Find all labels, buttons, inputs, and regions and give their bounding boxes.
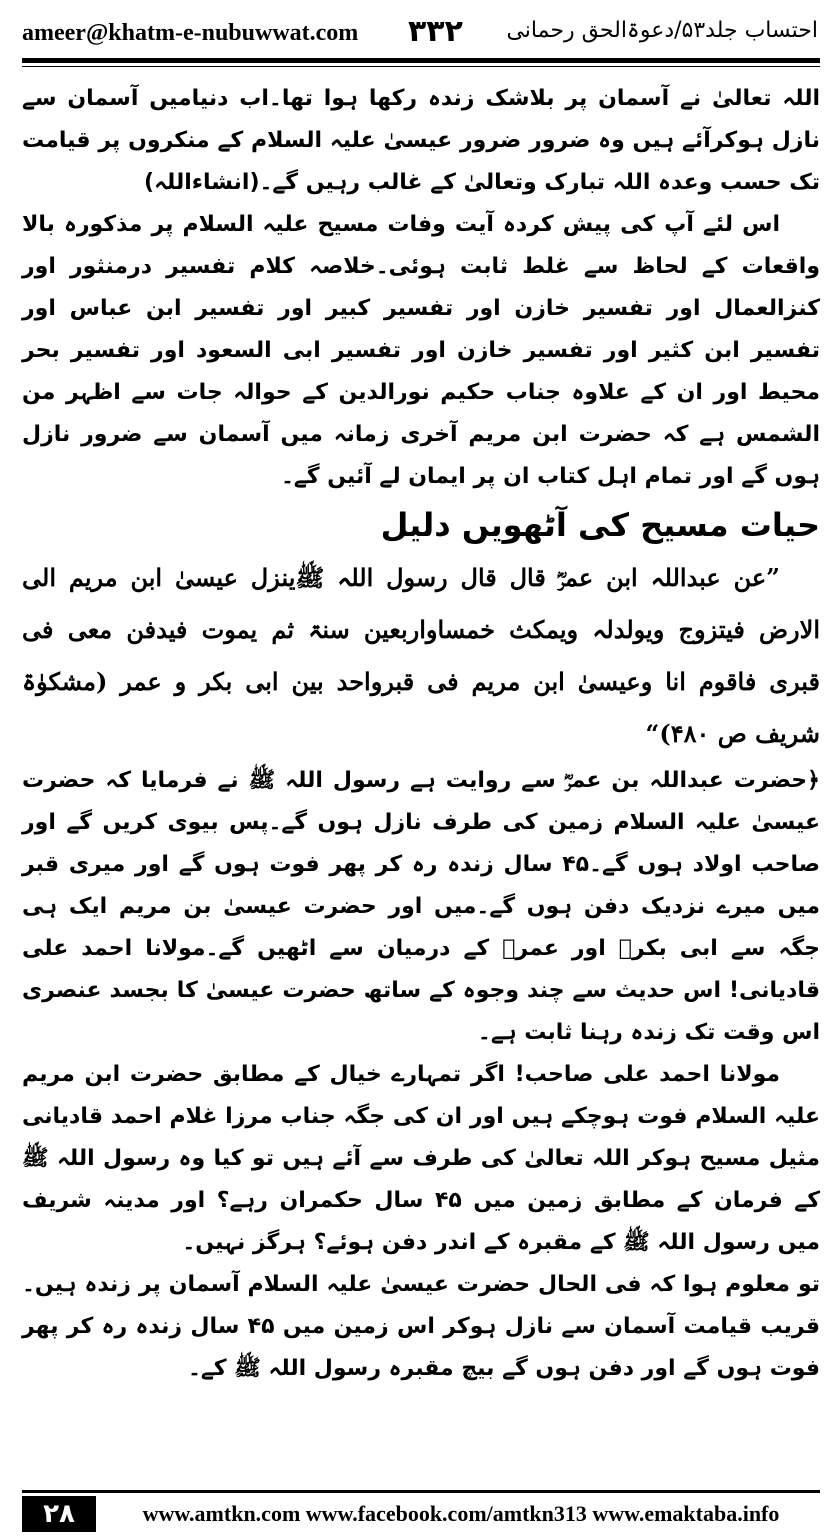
header-rule-thick [22,58,820,63]
header-email: ameer@khatm-e-nubuwwat.com [22,20,359,46]
paragraph-3: ﴿حضرت عبداللہ بن عمرؓ سے روایت ہے رسول اللہ ﷺ نے فرمایا کہ حضرت عیسیٰ علیہ السلام زمین کی طرف نازل ہوں گے۔پس بیوی کریں گے اور صاحب اولاد ہوں گے۔۴۵ سال زندہ رہ کر پھر فوت ہوں گے اور میری قبر میں میرے نزدیک دفن ہوں گے۔میں اور حضرت عیسیٰ بن مریم ایک ہی جگہ سے ابی بکرؓ اور عمرؓ کے درمیان سے اٹھیں گے۔مولانا احمد علی قادیانی! اس حدیث سے چند وجوہ کے ساتھ حضرت عیسیٰ کا بجسد عنصری اس وقت تک زندہ رہنا ثابت ہے۔ [22,768,820,1045]
header-rule-thin [22,66,820,67]
page-header [22,14,818,54]
section-heading: حیات مسیح کی آٹھویں دلیل [380,506,820,544]
paragraph-1: اللہ تعالیٰ نے آسمان پر بلاشک زندہ رکھا ہوا تھا۔اب دنیامیں آسمان سے نازل ہوکرآئے ہیں وہ ضرور ضرور عیسیٰ علیہ السلام کے منکروں پر قیامت تک حسب وعدہ اللہ تبارک وتعالیٰ کے غالب رہیں گے۔(انشاءاللہ) [22,86,820,195]
page-body [22,78,820,1390]
header-page-number: ۳۳۲ [408,14,463,49]
page-footer [22,1496,820,1532]
paragraph-2: اس لئے آپ کی پیش کردہ آیت وفات مسیح علیہ السلام پر مذکورہ بالا واقعات کے لحاظ سے غلط ثابت ہوئی۔خلاصہ کلام تفسیر درمنثور اور کنزالعمال اور تفسیر خازن اور تفسیر کبیر اور تفسیر ابن عباس اور تفسیر ابن کثیر اور تفسیر خازن اور تفسیر ابی السعود اور تفسیر بحر محیط اور ان کے علاوہ جناب حکیم نورالدین کے حوالہ جات سے اظہر من الشمس ہے کہ حضرت ابن مریم آخری زمانہ میں آسمان سے ضرور نازل ہوں گے اور تمام اہل کتاب ان پر ایمان لے آئیں گے۔ [22,212,820,489]
footer-rule [22,1490,820,1493]
hadith-arabic: ”عن عبداللہ ابن عمرؓ قال قال رسول اللہ ﷺینزل عیسیٰ ابن مریم الی الارض فیتزوج ویولدلہ ویمکث خمساواربعین سنۃ ثم یموت فیدفن معی فی قبری فاقوم انا وعیسیٰ ابن مریم فی قبرواحد بین ابی بکر و عمر (مشکوٰۃ شریف ص ۴۸۰)“ [22,563,820,748]
paragraph-4: مولانا احمد علی صاحب! اگر تمہارے خیال کے مطابق حضرت ابن مریم علیہ السلام فوت ہوچکے ہیں اور ان کی جگہ جناب مرزا غلام احمد قادیانی مثیل مسیح ہوکر اللہ تعالیٰ کی طرف سے آئے ہیں تو کیا وہ رسول اللہ ﷺ کے فرمان کے مطابق زمین میں ۴۵ سال حکمران رہے؟ اور مدینہ شریف میں رسول اللہ ﷺ کے مقبرہ کے اندر دفن ہوئے؟ ہرگز نہیں۔ [22,1062,820,1255]
footer-page-number: ۲۸ [22,1496,96,1532]
footer-urls: www.amtkn.com www.facebook.com/amtkn313 www.emaktaba.info [102,1496,820,1532]
header-journal-title: احتساب جلد۵۳/دعوۃالحق رحمانی [506,18,818,43]
paragraph-5: تو معلوم ہوا کہ فی الحال حضرت عیسیٰ علیہ السلام آسمان پر زندہ ہیں۔قریب قیامت آسمان سے نازل ہوکر اس زمین میں ۴۵ سال زندہ رہ کر پھر فوت ہوں گے اور دفن ہوں گے بیچ مقبرہ رسول اللہ ﷺ کے۔ [22,1272,820,1381]
